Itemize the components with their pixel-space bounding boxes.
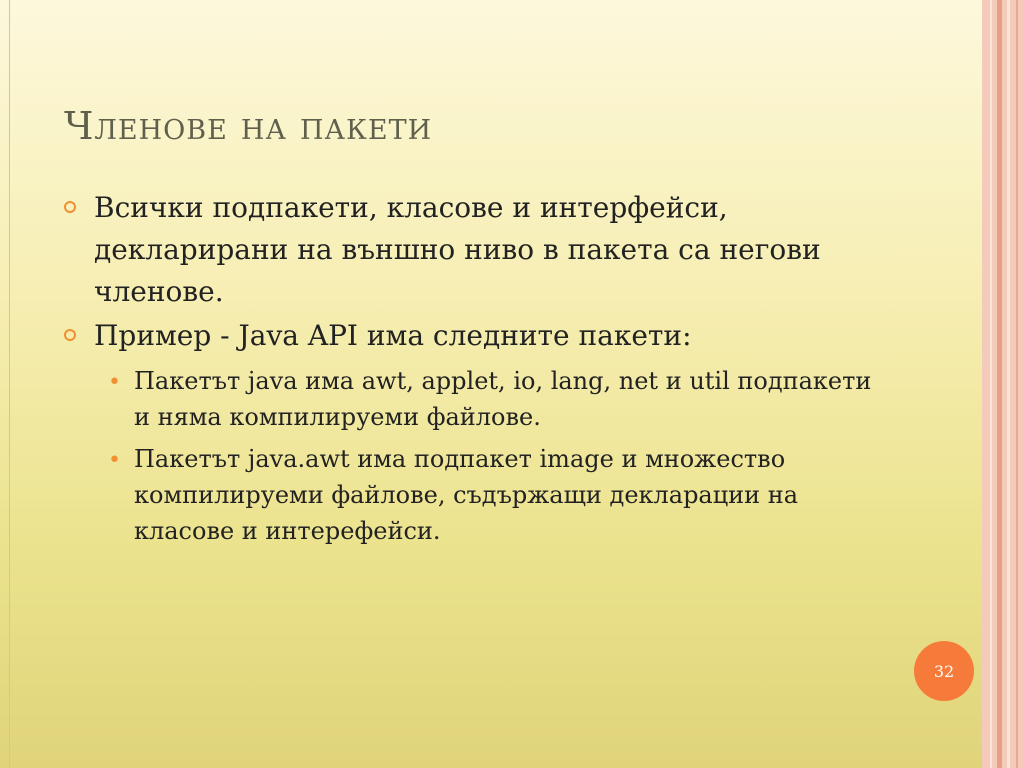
slide-body: [64, 187, 894, 553]
right-border-stripe: [997, 0, 1002, 768]
slide-title: Членове на пакети: [64, 104, 433, 148]
right-border-stripe: [1007, 0, 1010, 768]
bullet-text: Пример - Java API има следните пакети:: [94, 319, 692, 352]
bullet-item: [64, 315, 894, 357]
page-number-badge: 32: [914, 641, 974, 701]
sub-bullet-item: [64, 363, 894, 435]
right-border-stripe: [990, 0, 992, 768]
dot-bullet-icon: •: [108, 448, 121, 473]
sub-bullet-text: Пакетът java има awt, applet, io, lang, net и util подпакети и няма компилируеми файлове.: [134, 367, 872, 431]
bullet-item: [64, 187, 894, 313]
dot-bullet-icon: •: [108, 370, 121, 395]
left-border-line: [9, 0, 10, 768]
right-border-stripe: [1016, 0, 1018, 768]
bullet-text: Всички подпакети, класове и интерфейси, декларирани на външно ниво в пакета са негови членове.: [94, 191, 821, 308]
ring-bullet-icon: [64, 201, 76, 213]
sub-bullet-item: [64, 441, 894, 549]
sub-bullet-text: Пакетът java.awt има подпакет image и множество компилируеми файлове, съдържащи декларации на класове и интерефейси.: [134, 445, 799, 545]
ring-bullet-icon: [64, 329, 76, 341]
